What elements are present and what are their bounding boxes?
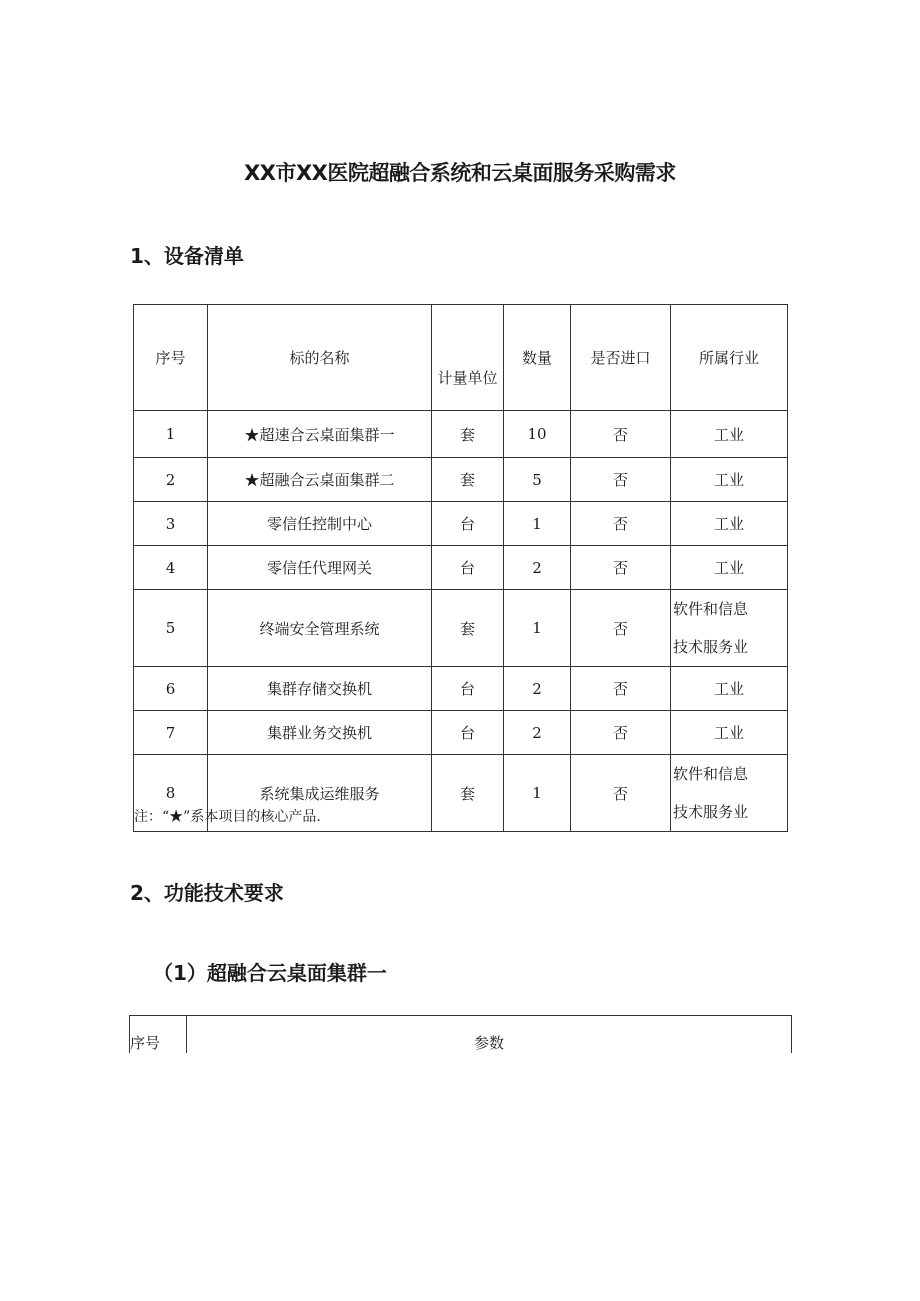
- table-header-row: [134, 305, 788, 411]
- table-row: [134, 667, 788, 711]
- cell-qty: 5: [504, 458, 571, 502]
- cell-no: 5: [134, 590, 208, 667]
- cell-unit: 套: [432, 411, 504, 458]
- document-title: XX市XX医院超融合系统和云桌面服务采购需求: [244, 161, 676, 185]
- cell-imported: 否: [571, 590, 671, 667]
- cell-name: ★超融合云桌面集群二: [208, 458, 432, 502]
- header-qty: 数量: [504, 305, 571, 411]
- cell-industry: 工业: [671, 502, 788, 546]
- cell-name: ★超速合云桌面集群一: [208, 411, 432, 458]
- header-imported: 是否进口: [571, 305, 671, 411]
- cell-name: 零信任控制中心: [208, 502, 432, 546]
- cell-industry-line1: 软件和信息: [673, 600, 749, 618]
- cell-no: 8: [134, 755, 208, 832]
- table-row: [134, 411, 788, 458]
- cell-no: 6: [134, 667, 208, 711]
- cell-name: 终端安全管理系统: [208, 590, 432, 667]
- cell-industry: 工业: [671, 546, 788, 590]
- cell-name: 集群存储交换机: [208, 667, 432, 711]
- cell-industry: [671, 590, 788, 667]
- cell-imported: 否: [571, 502, 671, 546]
- cell-name: 系统集成运维服务: [208, 755, 432, 832]
- header-unit: 计量单位: [432, 305, 504, 411]
- cell-imported: 否: [571, 667, 671, 711]
- cell-no: 4: [134, 546, 208, 590]
- cell-qty: 1: [504, 755, 571, 832]
- header-no: 序号: [130, 1016, 187, 1054]
- cell-qty: 10: [504, 411, 571, 458]
- section-heading-requirements: 2、功能技术要求: [130, 881, 284, 905]
- cell-imported: 否: [571, 458, 671, 502]
- cell-no: 1: [134, 411, 208, 458]
- cell-imported: 否: [571, 755, 671, 832]
- header-params: 参数: [187, 1016, 792, 1054]
- table-row: [134, 458, 788, 502]
- cell-no: 7: [134, 711, 208, 755]
- cell-industry: 工业: [671, 667, 788, 711]
- cell-qty: 2: [504, 711, 571, 755]
- cell-no: 3: [134, 502, 208, 546]
- cell-no: 2: [134, 458, 208, 502]
- cell-name: 集群业务交换机: [208, 711, 432, 755]
- header-name: 标的名称: [208, 305, 432, 411]
- table-note: 注：“★”系本项目的核心产品.: [134, 809, 321, 825]
- section-heading-equipment: 1、设备清单: [130, 244, 244, 268]
- table-header-row: [130, 1016, 792, 1054]
- cell-industry-line1: 软件和信息: [673, 765, 749, 783]
- cell-industry-line2: 技术服务业: [673, 803, 749, 821]
- cell-unit: 套: [432, 755, 504, 832]
- cell-name: 零信任代理网关: [208, 546, 432, 590]
- cell-unit: 台: [432, 711, 504, 755]
- cell-unit: 台: [432, 546, 504, 590]
- cell-unit: 套: [432, 590, 504, 667]
- cell-imported: 否: [571, 711, 671, 755]
- table-row: [134, 711, 788, 755]
- cell-unit: 台: [432, 502, 504, 546]
- cell-unit: 套: [432, 458, 504, 502]
- table-row: [134, 546, 788, 590]
- cell-qty: 1: [504, 502, 571, 546]
- cell-industry-line2: 技术服务业: [673, 638, 749, 656]
- cell-unit: 台: [432, 667, 504, 711]
- cell-qty: 2: [504, 667, 571, 711]
- table-row: [134, 502, 788, 546]
- cell-industry: 工业: [671, 411, 788, 458]
- cell-imported: 否: [571, 411, 671, 458]
- cell-industry: 工业: [671, 711, 788, 755]
- cell-industry: [671, 755, 788, 832]
- cell-imported: 否: [571, 546, 671, 590]
- header-no: 序号: [134, 305, 208, 411]
- cell-industry: 工业: [671, 458, 788, 502]
- cell-qty: 1: [504, 590, 571, 667]
- equipment-table: [133, 304, 788, 832]
- subsection-heading: （1）超融合云桌面集群一: [153, 961, 387, 985]
- parameter-table: [129, 1015, 792, 1053]
- header-industry: 所属行业: [671, 305, 788, 411]
- cell-qty: 2: [504, 546, 571, 590]
- table-row: [134, 590, 788, 667]
